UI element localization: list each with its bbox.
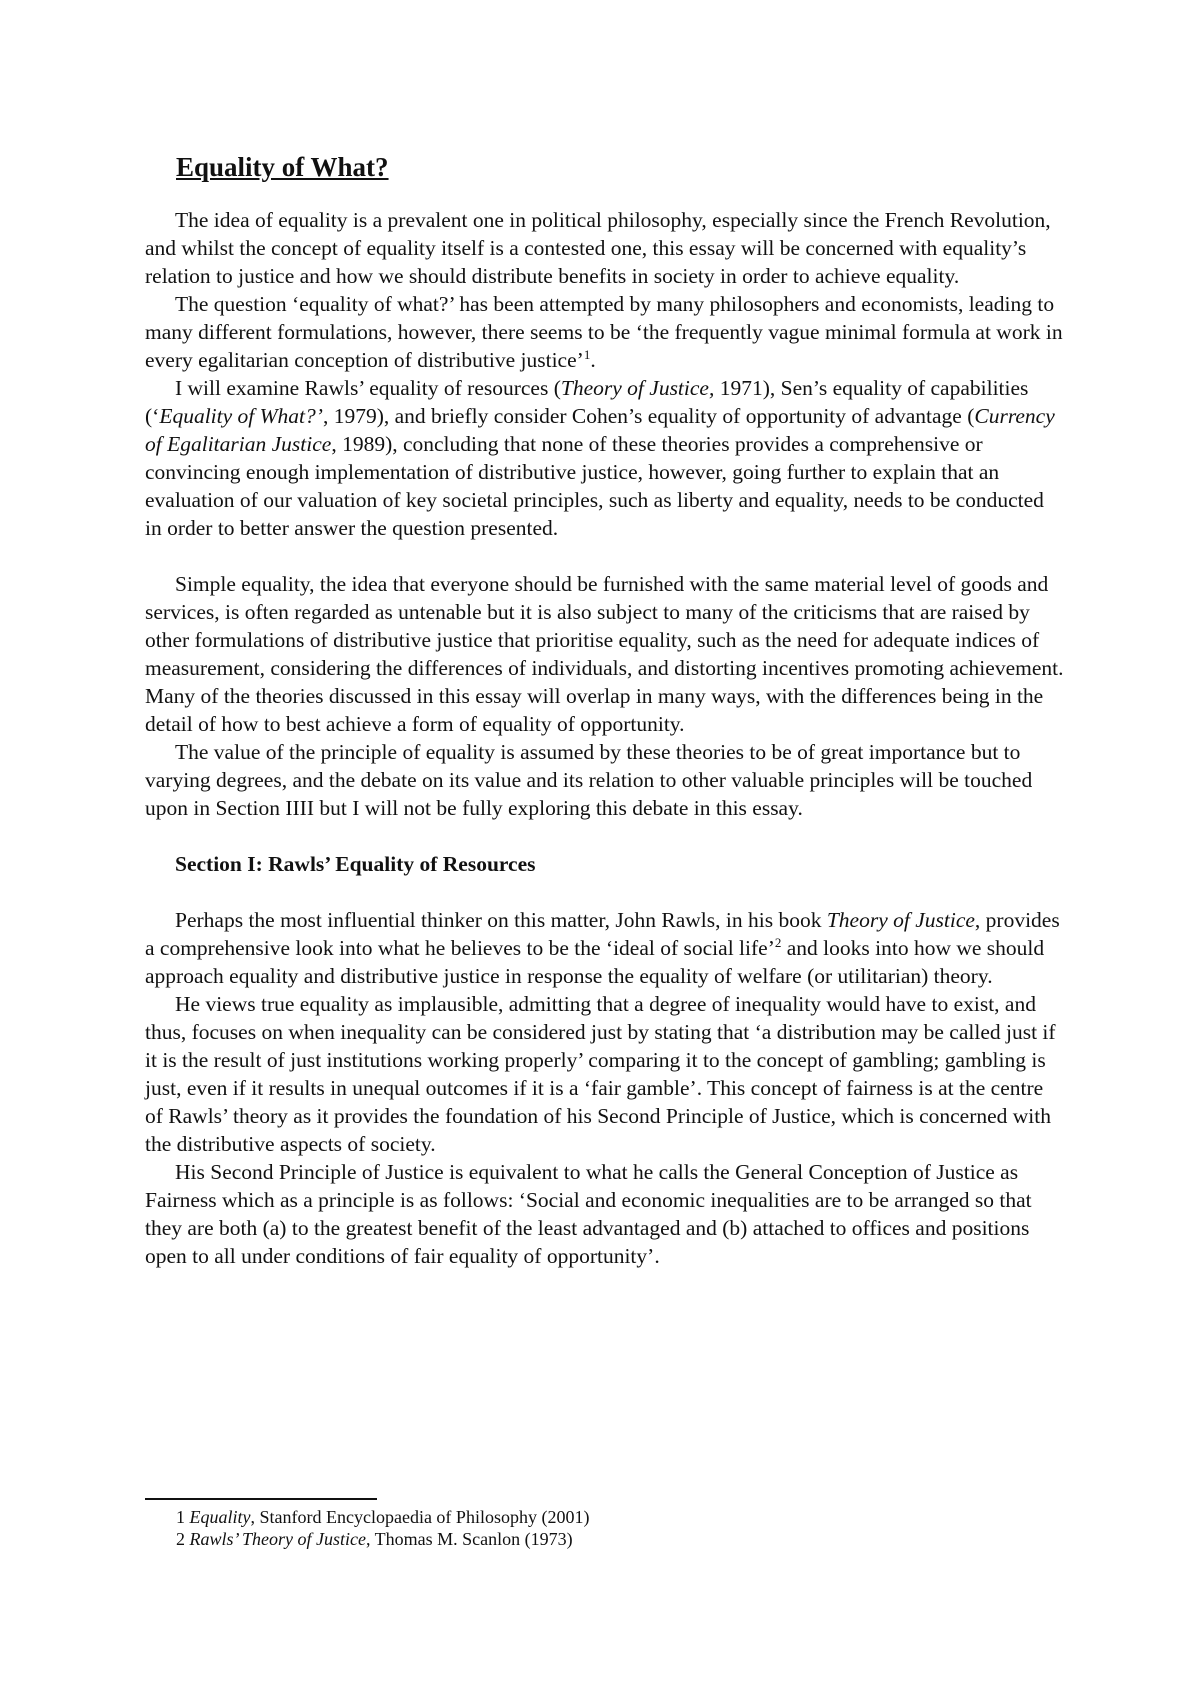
section-heading: Section I: Rawls’ Equality of Resources — [175, 852, 536, 876]
footnote-number: 1 — [176, 1507, 185, 1527]
paragraph-text: , 1979), and briefly consider Cohen’s equality of opportunity of advantage ( — [322, 404, 975, 428]
paragraph-text: . — [590, 348, 596, 372]
paragraph-spacer — [145, 822, 1065, 850]
paragraph-rawls-intro — [145, 906, 1065, 990]
paragraph-text: His Second Principle of Justice is equivalent to what he calls the General Conception of Justice as Fairness which as a principle is as follows: ‘Social and economic inequalities are to be arranged so that they are both (a) to the greatest benefit of the least advantaged and (b) attached to offices and positions open to all under conditions of fair equality of opportunity’. — [145, 1160, 1032, 1268]
paragraph-text: I will examine Rawls’ equality of resources ( — [175, 376, 561, 400]
footnote-item — [176, 1528, 589, 1550]
paragraph-text: Perhaps the most influential thinker on this matter, John Rawls, in his book — [175, 908, 827, 932]
paragraph-value-of-equality — [145, 738, 1065, 822]
paragraph-text: The question ‘equality of what?’ has been attempted by many philosophers and economists, leading to many different formulations, however, there seems to be ‘the frequently vague minimal formula at work in every egalitarian conception of distributive justice’ — [145, 292, 1063, 372]
footnote-number: 2 — [176, 1529, 185, 1549]
paragraph-outline — [145, 374, 1065, 542]
footnote-marker[interactable]: 1 — [583, 346, 591, 362]
book-title: Theory of Justice, — [560, 376, 715, 400]
paragraph-rawls-inequality — [145, 990, 1065, 1158]
footnote-text: , Thomas M. Scanlon (1973) — [365, 1529, 573, 1549]
paragraph-text: The value of the principle of equality is assumed by these theories to be of great importance but to varying degrees, and the debate on its value and its relation to other valuable principles will be touched upon in Section IIII but I will not be fully exploring this debate in this essay. — [145, 740, 1033, 820]
paragraph-text: Simple equality, the idea that everyone should be furnished with the same material level of goods and services, is often regarded as untenable but it is also subject to many of the criticisms that are raised by other formulations of distributive justice that prioritise equality, such as the need for adequate indices of measurement, considering the differences of individuals, and distorting incentives promoting achievement. Many of the theories discussed in this essay will overlap in many ways, with the differences being in the detail of how to best achieve a form of equality of opportunity. — [145, 572, 1064, 736]
footnote-title: Equality — [189, 1507, 251, 1527]
paragraph-intro — [145, 206, 1065, 290]
footnote-item — [176, 1506, 589, 1528]
paragraph-second-principle — [145, 1158, 1065, 1270]
paragraph-text: and looks into how we should approach equality and distributive justice in response the equality of welfare (or utilitarian) theory. — [145, 936, 1045, 988]
footnote-divider — [145, 1498, 377, 1500]
page-title: Equality of What? — [176, 152, 389, 182]
book-title: Equality of What?’ — [159, 404, 323, 428]
footnotes — [176, 1506, 589, 1550]
paragraph-simple-equality — [145, 570, 1065, 738]
document-page — [145, 150, 1065, 1270]
paragraph-question — [145, 290, 1065, 374]
paragraph-text: , provides a comprehensive look into what he believes to be the ‘ideal of social life’ — [145, 908, 1060, 960]
book-title: Theory of Justice — [826, 908, 975, 932]
book-title: Currency of Egalitarian Justice — [145, 404, 1055, 456]
footnote-marker[interactable]: 2 — [774, 934, 782, 950]
paragraph-text: 1971), Sen’s equality of capabilities (‘ — [145, 376, 1029, 428]
footnote-text: , Stanford Encyclopaedia of Philosophy (2001) — [250, 1507, 590, 1527]
footnote-title: Rawls’ Theory of Justice — [189, 1529, 366, 1549]
paragraph-text: The idea of equality is a prevalent one in political philosophy, especially since the French Revolution, and whilst the concept of equality itself is a contested one, this essay will be concerned with equality’s relation to justice and how we should distribute benefits in society in order to achieve equality. — [145, 208, 1051, 288]
paragraph-text: , 1989), concluding that none of these theories provides a comprehensive or convincing enough implementation of distributive justice, however, going further to explain that an evaluation of our valuation of key societal principles, such as liberty and equality, needs to be conducted in order to better answer the question presented. — [145, 432, 1044, 540]
paragraph-spacer — [145, 542, 1065, 570]
paragraph-text: He views true equality as implausible, admitting that a degree of inequality would have to exist, and thus, focuses on when inequality can be considered just by stating that ‘a distribution may be called just if it is the result of just institutions working properly’ comparing it to the concept of gambling; gambling is just, even if it results in unequal outcomes if it is a ‘fair gamble’. This concept of fairness is at the centre of Rawls’ theory as it provides the foundation of his Second Principle of Justice, which is concerned with the distributive aspects of society. — [145, 992, 1056, 1156]
